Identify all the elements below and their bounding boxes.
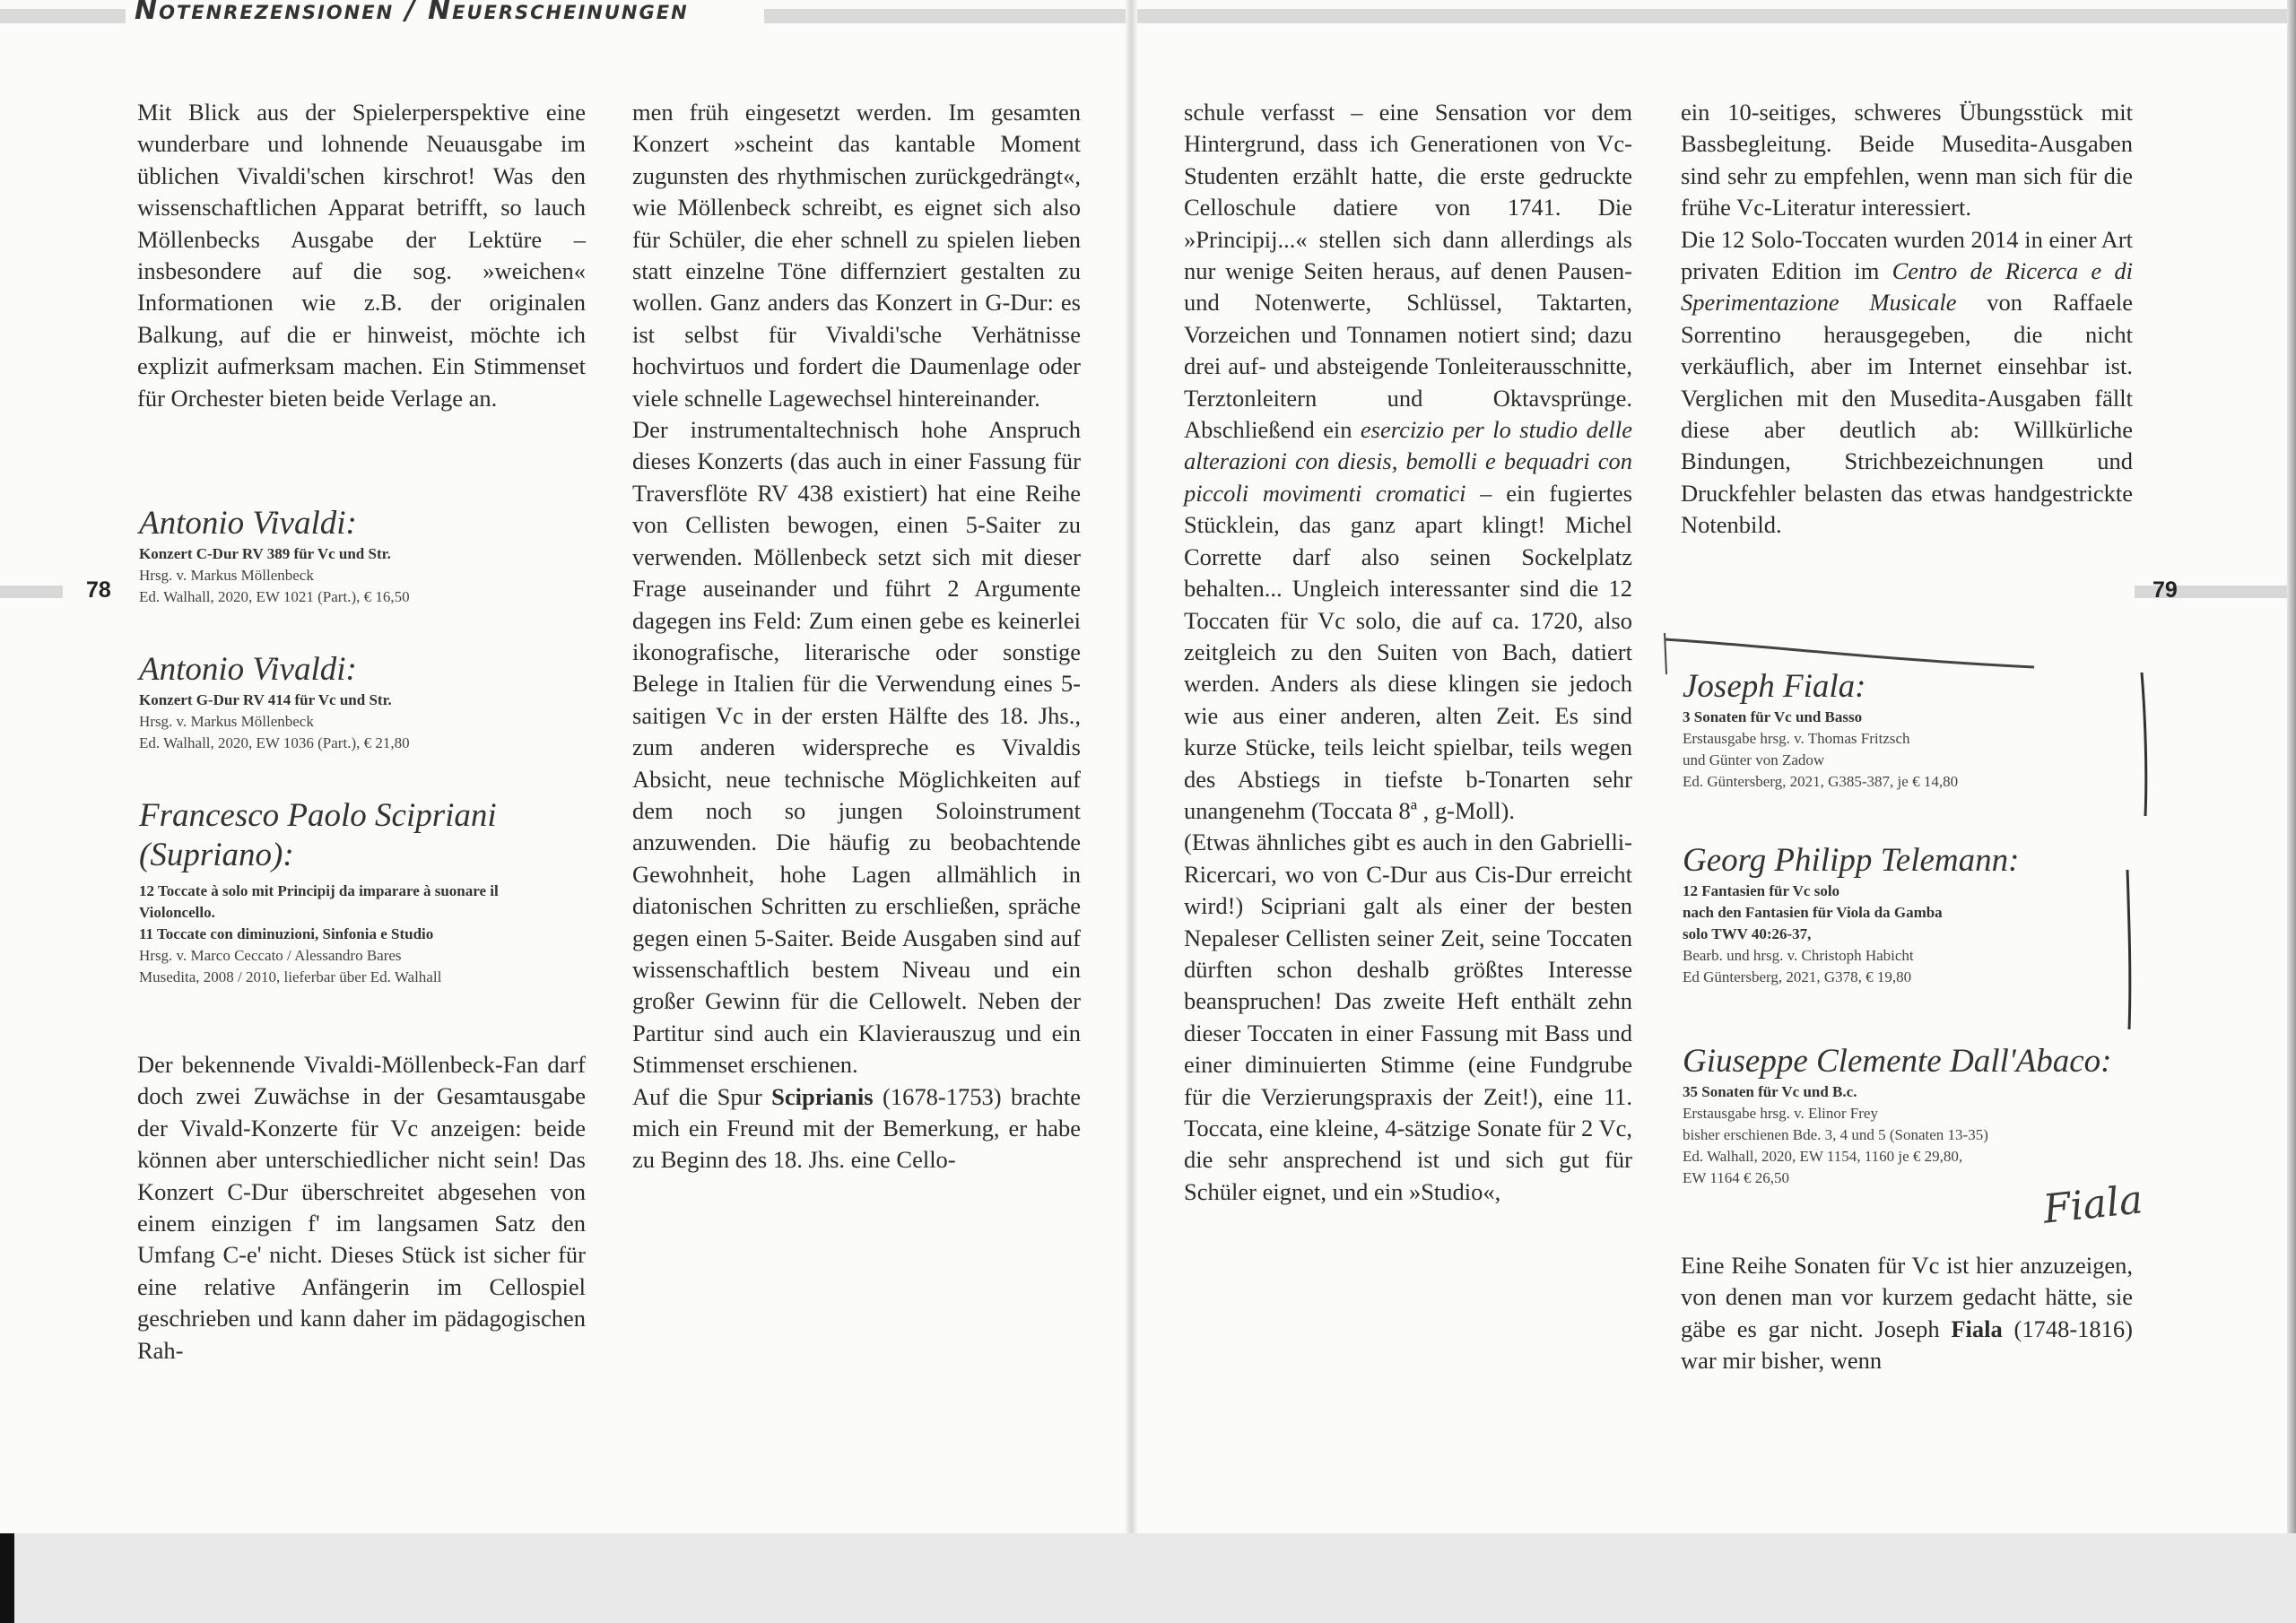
page-number-left: 78 [86, 577, 111, 603]
entry-composer: Giuseppe Clemente Dall'Abaco: [1683, 1043, 2112, 1080]
header-rule-left [0, 9, 126, 23]
entry-work-2: nach den Fantasien für Viola da Gamba [1683, 904, 1943, 921]
entry-composer: Antonio Vivaldi: [139, 505, 357, 542]
entry-work: 12 Fantasien für Vc solo [1683, 882, 1840, 899]
column-1-intro [137, 97, 586, 414]
entry-line: EW 1164 € 26,50 [1683, 1169, 1789, 1186]
column-1-body [137, 1049, 586, 1367]
composer-name-bold: Fiala [1951, 1315, 2003, 1342]
handwritten-annotation: Fiala [2040, 1176, 2145, 1233]
scanner-edge [0, 1529, 14, 1623]
entry-publisher: Ed. Walhall, 2020, EW 1036 (Part.), € 21,80 [139, 734, 410, 751]
handwritten-marks [1137, 0, 2287, 1533]
entry-composer: Joseph Fiala: [1683, 668, 1866, 705]
entry-publisher: Ed. Walhall, 2020, EW 1021 (Part.), € 16,50 [139, 588, 410, 605]
entry-work: 35 Sonaten für Vc und B.c. [1683, 1083, 1857, 1100]
entry-composer: Georg Philipp Telemann: [1683, 842, 2020, 879]
entry-work-3: solo TWV 40:26-37, [1683, 925, 1812, 942]
column-2 [632, 97, 1081, 1176]
review-entry-vivaldi-rv414 [139, 650, 587, 754]
paragraph: men früh eingesetzt werden. Im gesamten Konzert »scheint das kantable Moment zugunsten des rhythmischen zurückgedrängt«, wie Möllenbeck schreibt, es eignet sich also für Schüler, die eher schnell zu spielen lieben statt einzelne Töne differnziert gestalten zu wollen. Ganz anders das Konzert in G-Dur: es ist selbst für Vivaldi'sche Verhätnisse hochvirtuos und fordert die Daumenlage oder viele schnelle Lagewechsel hintereinander. [632, 99, 1081, 412]
page-number-right: 79 [2152, 577, 2178, 603]
text: – ein fugiertes Stücklein, das ganz apart klingt! Michel Corrette darf also seinen Sockelplatz behalten... Ungleich interessanter sind die 12 Toccaten für Vc solo, die auf ca. 1720, also zeitgleich zu den Suiten von Bach, datiert werden. Anders als diese klingen sie jedoch wie aus einer anderen, alten Zeit. Es sind kurze Stücke, teils leicht spielbar, teils wegen des Abstiegs in tiefste b-Tonarten sehr unangenehm (Toccata 8ª , g-Moll). [1184, 479, 1633, 824]
paragraph: (Etwas ähnliches gibt es auch in den Gabrielli-Ricercari, wo von C-Dur aus Cis-Dur erreicht wird!) Scipriani galt als einer der besten Nepaleser Cellisten seiner Zeit, seine Toccaten dürften schon deshalb größtes Interesse beanspruchen! Das zweite Heft enthält zehn dieser Toccaten in einer Fassung mit Bass und einer diminuierten Stimme (eine Fundgrube für die Verzierungspraxis der Zeit!), eine 11. Toccata, eine kleine, 4-sätzige Sonate für 2 Vc, die sehr ansprechend ist und sich gut für Schüler eignet, und ein »Studio«, [1184, 829, 1632, 1205]
left-page [0, 0, 1126, 1533]
right-page [1137, 0, 2287, 1533]
entry-editor: Hrsg. v. Marco Ceccato / Alessandro Bares [139, 947, 402, 964]
entry-work: Konzert C-Dur RV 389 für Vc und Str. [139, 545, 391, 562]
italic-institution: Centro de Ricerca e di Sperimentazione Musicale [1681, 257, 2133, 317]
entry-composer: Antonio Vivaldi: [139, 651, 357, 688]
paragraph [632, 1081, 1081, 1176]
running-header: Notenrezensionen / Neuerscheinungen [135, 0, 689, 26]
entry-line: bisher erschienen Bde. 3, 4 und 5 (Sonaten 13-35) [1683, 1126, 1988, 1143]
page-tab-left [0, 586, 63, 598]
entry-line: Ed. Walhall, 2020, EW 1154, 1160 je € 29,80, [1683, 1148, 1963, 1165]
entry-work-2: 11 Toccate con diminuzioni, Sinfonia e Studio [139, 925, 434, 942]
entry-line: Ed. Güntersberg, 2021, G385-387, je € 14,80 [1683, 773, 1959, 790]
entry-line: Erstausgabe hrsg. v. Thomas Fritzsch [1683, 730, 1910, 747]
pen-stroke-bracket-2 [2127, 870, 2130, 1029]
entry-work: 12 Toccate à solo mit Principij da imparare à suonare il Violoncello. [139, 882, 499, 921]
text: Die 12 Solo-Toccaten wurden 2014 in einer Art privaten Edition im [1681, 225, 2133, 285]
text: schule verfasst – eine Sensation vor dem Hintergrund, dass ich Generationen von Vc-Studenten erzählt hatte, die erste gedruckte Celloschule datiere von 1741. Die »Principij...« stellen sich dann allerdings als nur wenige Seiten heraus, auf denen Pausen- und Notenwerte, Schlüssel, Taktarten, Vorzeichen und Tonnamen notiert sind; dazu drei auf- und absteigende Tonleiterausschnitte, Terztonleitern und Oktavsprünge. Abschließend ein [1184, 99, 1632, 444]
italic-title: esercizio per lo studio delle alterazioni con diesis, bemolli e bequadri con piccoli movimenti cromatici [1184, 416, 1632, 507]
header-rule-right [764, 9, 1126, 23]
scanner-bed [0, 1533, 2296, 1623]
entry-editor: Hrsg. v. Markus Möllenbeck [139, 713, 314, 730]
text: Eine Reihe Sonaten für Vc ist hier anzuzeigen, von denen man vor kurzem gedacht hätte, sie gäbe es gar nicht. Joseph [1681, 1252, 2133, 1342]
pen-stroke-underline [1665, 639, 2034, 667]
entry-composer: Francesco Paolo Scipriani (Supriano): [139, 797, 497, 873]
entry-publisher: Musedita, 2008 / 2010, lieferbar über Ed. Walhall [139, 968, 442, 985]
book-gutter [1126, 0, 1137, 1533]
text: (1748-1816) war mir bisher, wenn [1681, 1315, 2133, 1375]
body-paragraph: Der bekennende Vivaldi-Möllenbeck-Fan darf doch zwei Zuwächse in der Gesamtausgabe der Vivald-Konzerte für Vc anzeigen: beide können aber unterschiedlicher nicht sein! Das Konzert C-Dur überschreitet abgesehen von einem einzigen f' im langsamen Satz den Umfang C-e' nicht. Dieses Stück ist sicher für eine relative Anfängerin im Cellospiel geschrieben und kann daher im pädagogischen Rah- [137, 1051, 586, 1364]
entry-work: 3 Sonaten für Vc und Basso [1683, 708, 1863, 725]
pen-stroke-bracket-1 [2142, 673, 2146, 816]
entry-line: Ed Güntersberg, 2021, G378, € 19,80 [1683, 968, 1912, 985]
entry-line: und Günter von Zadow [1683, 751, 1825, 768]
entry-editor: Hrsg. v. Markus Möllenbeck [139, 567, 314, 584]
text: (1678-1753) brachte mich ein Freund mit der Bemerkung, er habe zu Beginn des 18. Jhs. eine Cello- [632, 1082, 1081, 1174]
entry-work: Konzert G-Dur RV 414 für Vc und Str. [139, 691, 392, 708]
review-entry-vivaldi-rv389 [139, 504, 587, 608]
text: von Raffaele Sorrentino herausgegeben, die nicht verkäuflich, aber im Internet einsehbar ist. Verglichen mit den Musedita-Ausgaben fällt diese aber deutlich ab: Willkürliche Bindungen, Strichbezeichnungen und Druckfehler belasten das etwas handgestrickte Notenbild. [1681, 289, 2133, 539]
paragraph: ein 10-seitiges, schweres Übungsstück mit Bassbegleitung. Beide Musedita-Ausgaben sind sehr zu empfehlen, wenn man sich für die frühe Vc-Literatur interessiert. [1681, 99, 2133, 221]
entry-line: Erstausgabe hrsg. v. Elinor Frey [1683, 1105, 1878, 1122]
paragraph: Der instrumentaltechnisch hohe Anspruch dieses Konzerts (das auch in einer Fassung für Traversflöte RV 438 existiert) hat eine Reihe von Cellisten bewogen, einen 5-Saiter zu verwenden. Möllenbeck setzt sich mit dieser Frage auseinander und führt 2 Argumente dagegen ins Feld: Zum einen gebe es keinerlei ikonografische, literarische oder sonstige Belege in Italien für die Verwendung eines 5-saitigen Vc in der ersten Hälfte des 18. Jhs., zum anderen widerspreche es Vivaldis Absicht, neue technische Möglichkeiten auf dem noch so jungen Soloinstrument anzuwenden. Die häufig zu beobachtende Gewohnheit, hohe Lagen allmählich in diatonischen Schritten zu erschließen, spräche gegen einen 5-Saiter. Beide Ausgaben sind auf wissenschaftlich bestem Niveau und ein großer Gewinn für die Cellowelt. Neben der Partitur sind auch ein Klavierauszug und ein Stimmenset erschienen. [632, 416, 1081, 1079]
review-entry-scipriani [139, 796, 534, 988]
intro-paragraph: Mit Blick aus der Spielerperspektive eine wunderbare und lohnende Neuausgabe im üblichen Vivaldi'schen kirschrot! Was den wissenschaftlichen Apparat betrifft, so lauch Möllenbecks Ausgabe der Lektüre – insbesondere auf die sog. »weichen« Informationen wie z.B. der originalen Balkung, auf die er hinweist, möchte ich explizit aufmerksam machen. Ein Stimmenset für Orchester bieten beide Verlage an. [137, 99, 586, 412]
page-edge-right [2287, 0, 2296, 1533]
text: Auf die Spur [632, 1082, 762, 1110]
composer-name-bold: Sciprianis [771, 1082, 874, 1110]
entry-line: Bearb. und hrsg. v. Christoph Habicht [1683, 947, 1914, 964]
